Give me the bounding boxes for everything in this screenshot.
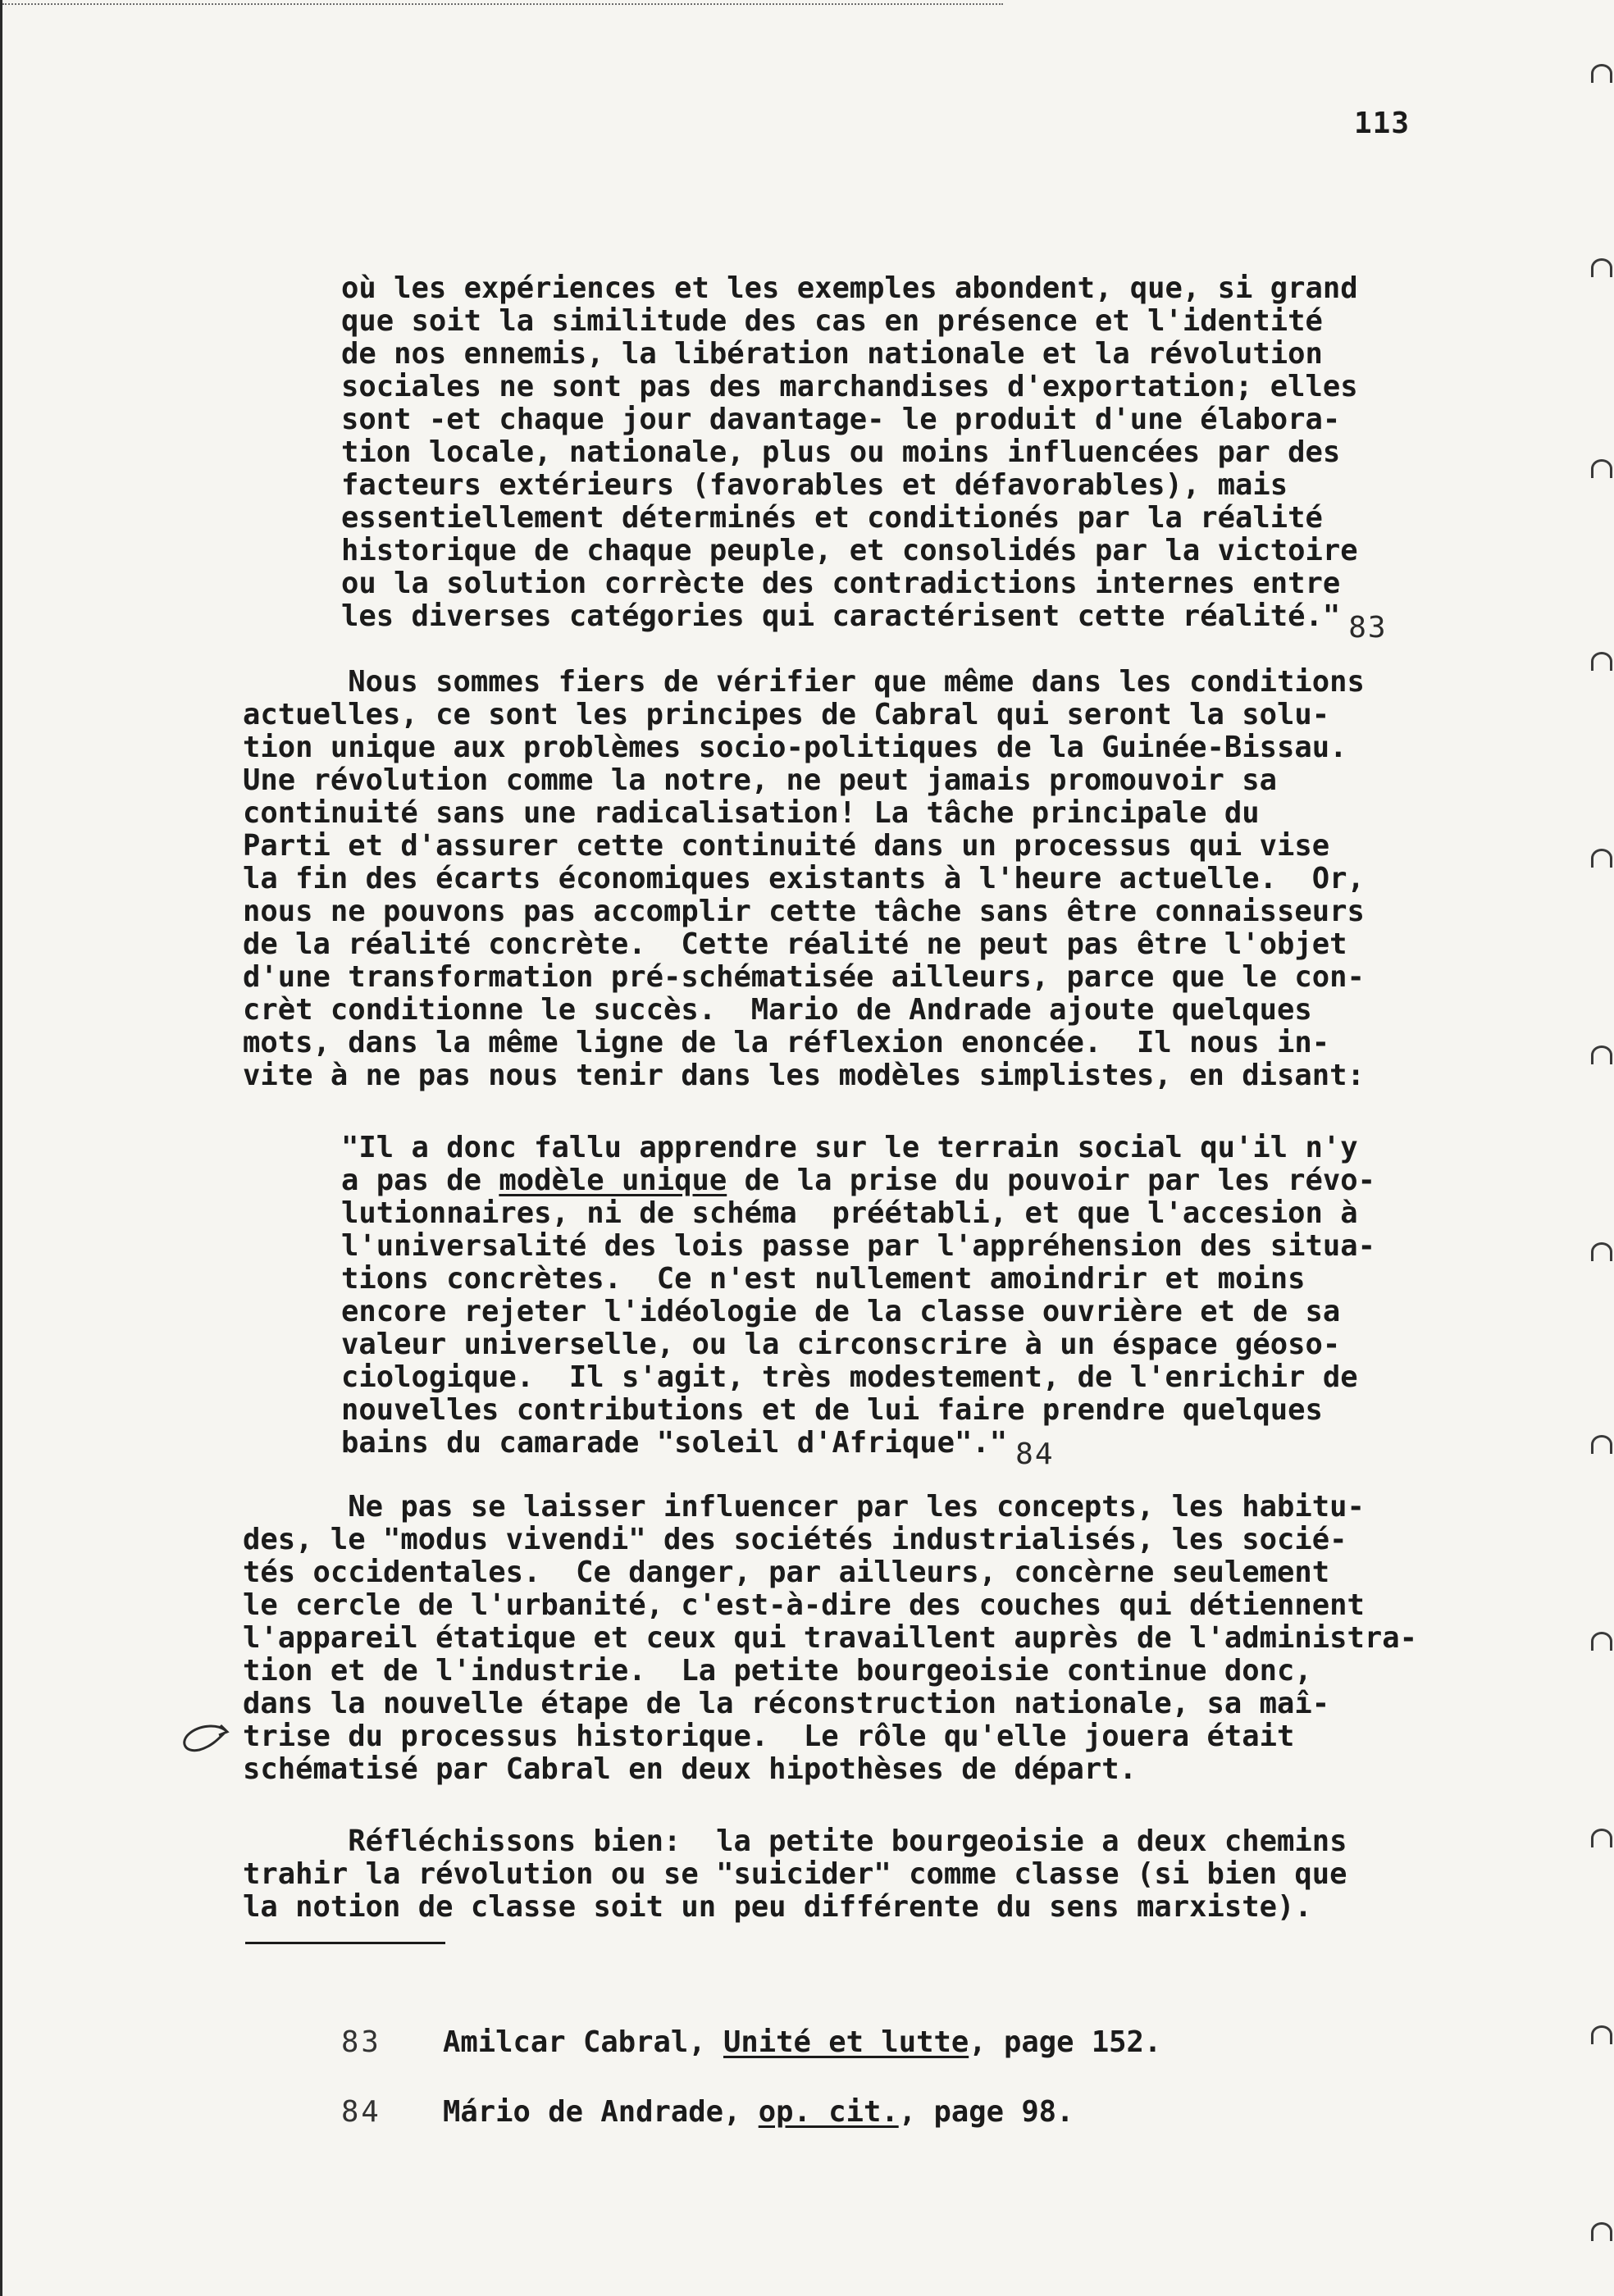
- punch-hole-mark: [1591, 2222, 1612, 2241]
- footnote-author: Amilcar Cabral,: [443, 2025, 723, 2059]
- footnote-page: , page 98.: [898, 2095, 1074, 2129]
- footnote-number: 83: [341, 2025, 381, 2059]
- text-line: sont -et chaque jour davantage- le produit d'une élabora-: [341, 403, 1341, 436]
- text-line: la notion de classe soit un peu différente du sens marxiste).: [243, 1890, 1312, 1924]
- punch-hole-mark: [1591, 459, 1612, 478]
- text-line: de nos ennemis, la libération nationale et la révolution: [341, 337, 1323, 371]
- text-line: les diverses catégories qui caractérisent cette réalité.": [341, 599, 1341, 633]
- text-line: encore rejeter l'idéologie de la classe ouvrière et de sa: [341, 1295, 1341, 1328]
- text-line: trise du processus historique. Le rôle qu'elle jouera était: [243, 1720, 1295, 1753]
- text-line: nouvelles contributions et de lui faire prendre quelques: [341, 1393, 1323, 1427]
- text-line: mots, dans la même ligne de la réflexion enoncée. Il nous in-: [243, 1026, 1330, 1059]
- punch-hole-mark: [1591, 2025, 1612, 2044]
- text-line: schématisé par Cabral en deux hipothèses de départ.: [243, 1752, 1138, 1786]
- text-line: où les expériences et les exemples abondent, que, si grand: [341, 271, 1358, 305]
- page-top-edge: [2, 3, 1003, 5]
- text-line: historique de chaque peuple, et consolidés par la victoire: [341, 534, 1358, 567]
- punch-hole-mark: [1591, 1242, 1612, 1261]
- block-quote-2: [341, 1131, 1376, 1471]
- paragraph-1: [243, 666, 1365, 1092]
- footnote-83: [341, 2025, 1161, 2059]
- text-line: tion unique aux problèmes socio-politiques de la Guinée-Bissau.: [243, 731, 1347, 764]
- footnote-page: , page 152.: [969, 2025, 1162, 2059]
- text-fragment: a pas de: [341, 1164, 499, 1197]
- footnote-ref-84: 84: [1015, 1437, 1055, 1471]
- text-line: d'une transformation pré-schématisée ailleurs, parce que le con-: [243, 960, 1365, 994]
- text-line: sociales ne sont pas des marchandises d'exportation; elles: [341, 370, 1358, 403]
- text-line: tion locale, nationale, plus ou moins influencées par des: [341, 435, 1341, 469]
- text-line: Une révolution comme la notre, ne peut jamais promouvoir sa: [243, 763, 1277, 797]
- text-line: que soit la similitude des cas en présence et l'identité: [341, 304, 1323, 338]
- text-line: lutionnaires, ni de schéma préétabli, et que l'accesion à: [341, 1196, 1358, 1230]
- text-line: facteurs extérieurs (favorables et défavorables), mais: [341, 468, 1288, 502]
- text-line: trahir la révolution ou se "suicider" comme classe (si bien que: [243, 1857, 1347, 1891]
- text-fragment: de la prise du pouvoir par les révo-: [727, 1164, 1376, 1197]
- footnote-author: Mário de Andrade,: [443, 2095, 759, 2129]
- text-line: des, le "modus vivendi" des sociétés industrialisés, les socié-: [243, 1523, 1347, 1556]
- text-line: continuité sans une radicalisation! La tâche principale du: [243, 796, 1260, 830]
- text-line: valeur universelle, ou la circonscrire à un éspace géoso-: [341, 1328, 1341, 1361]
- text-line: ciologique. Il s'agit, très modestement, de l'enrichir de: [341, 1360, 1358, 1394]
- punch-hole-mark: [1591, 1435, 1612, 1454]
- text-line: vite à ne pas nous tenir dans les modèles simplistes, en disant:: [243, 1059, 1365, 1092]
- footnote-title: Unité et lutte: [723, 2025, 969, 2059]
- text-line: Nous sommes fiers de vérifier que même dans les conditions: [243, 665, 1365, 699]
- punch-hole-mark: [1591, 1829, 1612, 1847]
- text-line: essentiellement déterminés et conditionés par la réalité: [341, 501, 1323, 535]
- punch-hole-mark: [1591, 258, 1612, 277]
- text-line: ou la solution corrècte des contradictions internes entre: [341, 567, 1341, 600]
- text-line: "Il a donc fallu apprendre sur le terrain social qu'il n'y: [341, 1131, 1358, 1164]
- text-line: Réfléchissons bien: la petite bourgeoisie a deux chemins: [243, 1824, 1347, 1858]
- text-line: Parti et d'assurer cette continuité dans un processus qui vise: [243, 829, 1330, 863]
- handwritten-margin-mark: [175, 1722, 232, 1758]
- text-line: bains du camarade "soleil d'Afrique".": [341, 1426, 1008, 1460]
- text-line: de la réalité concrète. Cette réalité ne peut pas être l'objet: [243, 927, 1347, 961]
- punch-hole-mark: [1591, 1046, 1612, 1064]
- block-quote-1: [341, 271, 1388, 645]
- punch-hole-mark: [1591, 64, 1612, 83]
- text-line: tions concrètes. Ce n'est nullement amoindrir et moins: [341, 1262, 1306, 1296]
- paragraph-2: [243, 1491, 1417, 1786]
- punch-hole-mark: [1591, 652, 1612, 671]
- footnote-ref-83: 83: [1348, 611, 1388, 645]
- text-line: dans la nouvelle étape de la réconstruction nationale, sa maî-: [243, 1687, 1330, 1720]
- text-line: Ne pas se laisser influencer par les concepts, les habitu-: [243, 1490, 1365, 1524]
- text-line: tion et de l'industrie. La petite bourgeoisie continue donc,: [243, 1654, 1312, 1688]
- text-line: crèt conditionne le succès. Mario de Andrade ajoute quelques: [243, 993, 1312, 1027]
- footnote-title: op. cit.: [758, 2095, 899, 2129]
- punch-hole-mark: [1591, 849, 1612, 868]
- text-line: tés occidentales. Ce danger, par ailleurs, concèrne seulement: [243, 1556, 1330, 1589]
- footnote-number: 84: [341, 2095, 381, 2129]
- text-line: la fin des écarts économiques existants à l'heure actuelle. Or,: [243, 862, 1365, 895]
- page-number: 113: [1354, 107, 1411, 140]
- text-line: l'universalité des lois passe par l'appréhension des situa-: [341, 1229, 1375, 1263]
- underlined-phrase: modèle unique: [499, 1164, 727, 1197]
- text-line: nous ne pouvons pas accomplir cette tâche sans être connaisseurs: [243, 895, 1365, 928]
- text-line: le cercle de l'urbanité, c'est-à-dire des couches qui détiennent: [243, 1588, 1365, 1622]
- text-line: actuelles, ce sont les principes de Cabral qui seront la solu-: [243, 698, 1330, 731]
- footnote-separator: [245, 1942, 445, 1944]
- punch-hole-mark: [1591, 1632, 1612, 1651]
- footnote-84: [341, 2095, 1074, 2129]
- text-line: l'appareil étatique et ceux qui travaillent auprès de l'administra-: [243, 1621, 1417, 1655]
- paragraph-3: [243, 1825, 1347, 1924]
